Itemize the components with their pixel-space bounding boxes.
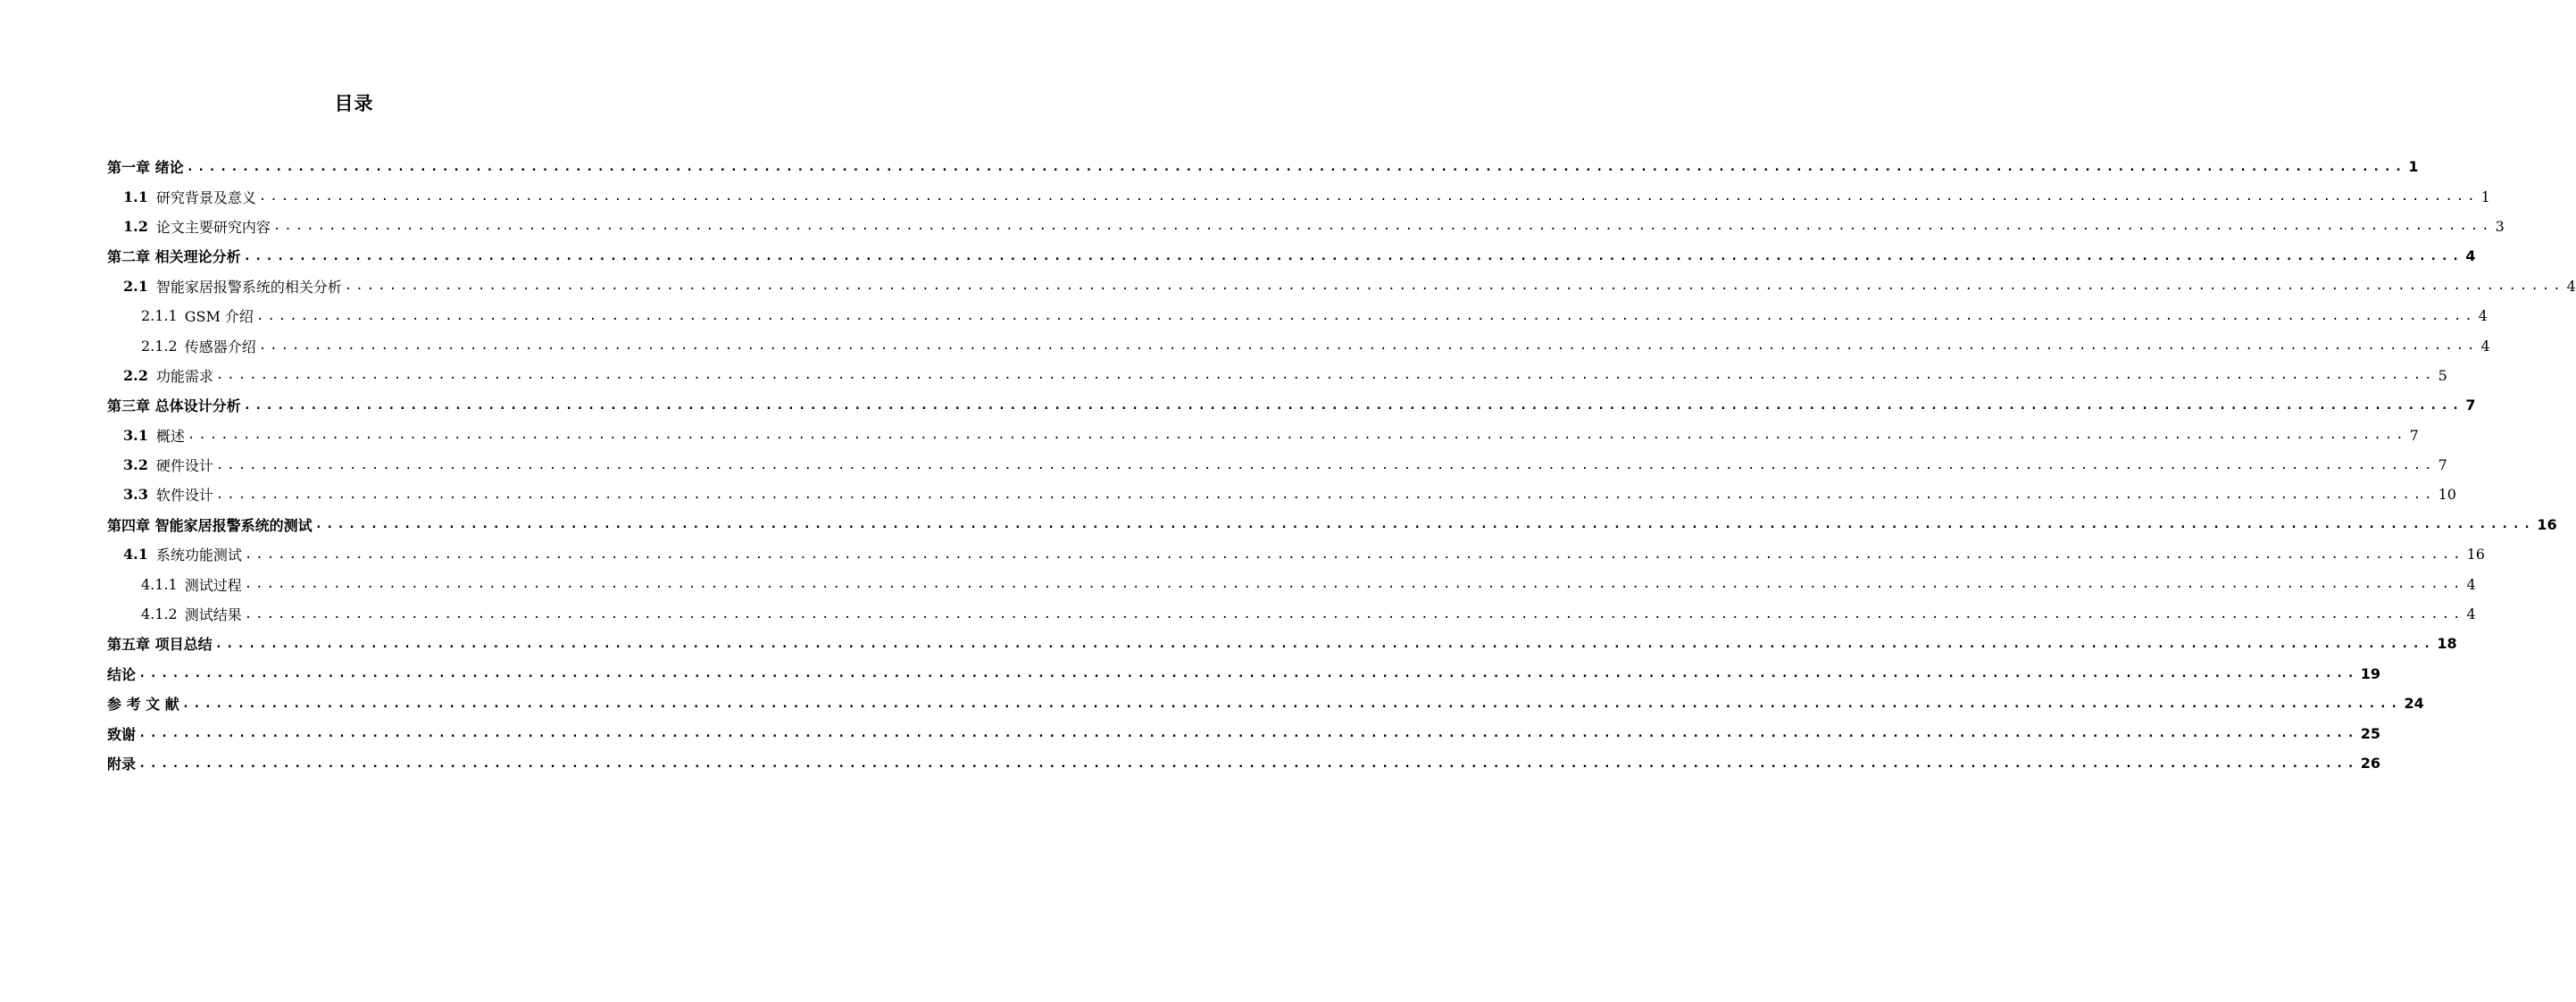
toc-entry-page-number: 18 bbox=[2437, 635, 2457, 653]
toc-entry-page-number: 4 bbox=[2465, 247, 2476, 265]
dot-leader: ........................................................................................................................................................................................................ bbox=[187, 428, 2407, 443]
dot-leader: ........................................................................................................................................................................................................ bbox=[181, 696, 2402, 711]
toc-entry-label: 测试过程 bbox=[184, 576, 242, 594]
toc-entry[interactable] bbox=[107, 718, 2381, 747]
toc-entry-page-number: 26 bbox=[2360, 755, 2381, 772]
toc-entry[interactable] bbox=[107, 480, 2456, 509]
toc-entry-label: 测试结果 bbox=[184, 606, 242, 624]
toc-entry-label: 致谢 bbox=[107, 725, 137, 743]
toc-entry-label: 硬件设计 bbox=[155, 457, 213, 475]
dot-leader: ........................................................................................................................................................................................................ bbox=[138, 666, 2358, 681]
dot-leader: ........................................................................................................................................................................................................ bbox=[258, 189, 2479, 205]
dot-leader: ........................................................................................................................................................................................................ bbox=[215, 487, 2436, 502]
toc-entry-page-number: 24 bbox=[2404, 695, 2424, 713]
dot-leader: ........................................................................................................................................................................................................ bbox=[243, 248, 2463, 263]
toc-entry-page-number: 3 bbox=[2495, 217, 2505, 235]
toc-entry[interactable] bbox=[107, 152, 2419, 181]
toc-entry-number: 3.1 bbox=[123, 426, 148, 444]
toc-entry-label: 第五章 项目总结 bbox=[107, 636, 213, 654]
toc-entry-page-number: 16 bbox=[2466, 546, 2485, 564]
toc-entry-label: GSM 介绍 bbox=[184, 308, 254, 326]
toc-entry[interactable] bbox=[107, 748, 2381, 778]
toc-entry[interactable] bbox=[107, 599, 2476, 629]
toc-entry-page-number: 10 bbox=[2438, 486, 2456, 504]
toc-entry[interactable] bbox=[107, 421, 2419, 450]
dot-leader: ........................................................................................................................................................................................................ bbox=[272, 219, 2493, 234]
toc-entry-number: 2.1.2 bbox=[141, 337, 178, 355]
toc-entry-label: 附录 bbox=[107, 756, 137, 772]
toc-entry[interactable] bbox=[107, 330, 2490, 360]
toc-entry-label: 论文主要研究内容 bbox=[155, 218, 271, 236]
toc-entry[interactable] bbox=[107, 301, 2488, 330]
toc-entry-page-number: 25 bbox=[2360, 724, 2381, 742]
toc-entry-number: 2.1 bbox=[123, 277, 148, 295]
toc-entry-page-number: 16 bbox=[2537, 515, 2557, 533]
toc-entry[interactable] bbox=[107, 361, 2447, 390]
toc-entry-page-number: 1 bbox=[2480, 188, 2490, 205]
dot-leader: ........................................................................................................................................................................................................ bbox=[138, 756, 2358, 771]
dot-leader: ........................................................................................................................................................................................................ bbox=[258, 338, 2479, 354]
toc-entry-label: 软件设计 bbox=[155, 487, 213, 505]
toc-entry-label: 第二章 相关理论分析 bbox=[107, 248, 241, 266]
toc-entry[interactable] bbox=[107, 569, 2476, 598]
toc-entry[interactable] bbox=[107, 450, 2447, 480]
toc-entry[interactable] bbox=[107, 390, 2476, 420]
toc-entry[interactable] bbox=[107, 241, 2476, 271]
toc-entry[interactable] bbox=[107, 181, 2490, 211]
toc-entry-number: 2.2 bbox=[123, 366, 148, 384]
dot-leader: ........................................................................................................................................................................................................ bbox=[255, 308, 2476, 323]
toc-entry-label: 概述 bbox=[155, 427, 185, 445]
toc-entry-number: 4.1 bbox=[123, 546, 148, 564]
toc-entry-page-number: 1 bbox=[2408, 158, 2419, 176]
toc-entry[interactable] bbox=[107, 629, 2457, 658]
toc-entry-page-number: 5 bbox=[2438, 366, 2447, 384]
dot-leader: ........................................................................................................................................................................................................ bbox=[215, 368, 2436, 383]
toc-entry-number: 1.1 bbox=[123, 188, 148, 205]
toc-entry-page-number: 7 bbox=[2409, 426, 2419, 444]
toc-entry-label: 结论 bbox=[107, 665, 137, 683]
toc-entry-label: 传感器介绍 bbox=[184, 338, 256, 355]
toc-entry-page-number: 4 bbox=[2478, 307, 2488, 325]
dot-leader: ........................................................................................................................................................................................................ bbox=[244, 577, 2464, 592]
toc-entry-label: 智能家居报警系统的相关分析 bbox=[155, 278, 342, 296]
toc-entry-label: 研究背景及意义 bbox=[155, 188, 256, 206]
toc-entry[interactable] bbox=[107, 539, 2485, 569]
toc-entry[interactable] bbox=[107, 212, 2505, 241]
toc-entry[interactable] bbox=[107, 659, 2381, 689]
toc-entry-page-number: 4 bbox=[2466, 575, 2476, 593]
toc-title: 目录 bbox=[334, 93, 374, 114]
dot-leader: ........................................................................................................................................................................................................ bbox=[314, 517, 2535, 532]
toc-entry[interactable] bbox=[107, 271, 2576, 301]
toc-entry-page-number: 4 bbox=[2466, 605, 2476, 623]
toc-entry[interactable] bbox=[107, 689, 2424, 718]
dot-leader: ........................................................................................................................................................................................................ bbox=[344, 279, 2564, 294]
toc-entry-page-number: 4 bbox=[2480, 337, 2490, 355]
toc-entry-label: 参 考 文 献 bbox=[107, 696, 179, 714]
dot-leader: ........................................................................................................................................................................................................ bbox=[243, 397, 2463, 413]
toc-entry-number: 4.1.1 bbox=[141, 575, 178, 593]
toc-entry-label: 系统功能测试 bbox=[155, 547, 242, 564]
table-of-contents bbox=[107, 152, 2576, 778]
toc-entry-label: 功能需求 bbox=[155, 367, 213, 385]
toc-entry-number: 3.3 bbox=[123, 486, 148, 504]
dot-leader: ........................................................................................................................................................................................................ bbox=[244, 547, 2464, 562]
dot-leader: ........................................................................................................................................................................................................ bbox=[244, 606, 2464, 622]
toc-entry-label: 第四章 智能家居报警系统的测试 bbox=[107, 516, 313, 534]
toc-entry-label: 第一章 绪论 bbox=[107, 159, 184, 177]
toc-entry-page-number: 7 bbox=[2465, 397, 2476, 414]
dot-leader: ........................................................................................................................................................................................................ bbox=[214, 636, 2435, 651]
toc-entry-number: 4.1.2 bbox=[141, 605, 178, 623]
toc-entry-page-number: 19 bbox=[2360, 664, 2381, 682]
toc-entry-label: 第三章 总体设计分析 bbox=[107, 397, 241, 415]
toc-entry-number: 2.1.1 bbox=[141, 307, 178, 325]
dot-leader: ........................................................................................................................................................................................................ bbox=[138, 726, 2358, 741]
toc-entry-page-number: 7 bbox=[2438, 456, 2447, 474]
dot-leader: ........................................................................................................................................................................................................ bbox=[215, 457, 2436, 472]
dot-leader: ........................................................................................................................................................................................................ bbox=[186, 159, 2406, 174]
toc-entry-number: 3.2 bbox=[123, 456, 148, 474]
toc-entry-number: 1.2 bbox=[123, 217, 148, 235]
toc-entry[interactable] bbox=[107, 510, 2557, 539]
toc-entry-page-number: 4 bbox=[2566, 277, 2576, 295]
